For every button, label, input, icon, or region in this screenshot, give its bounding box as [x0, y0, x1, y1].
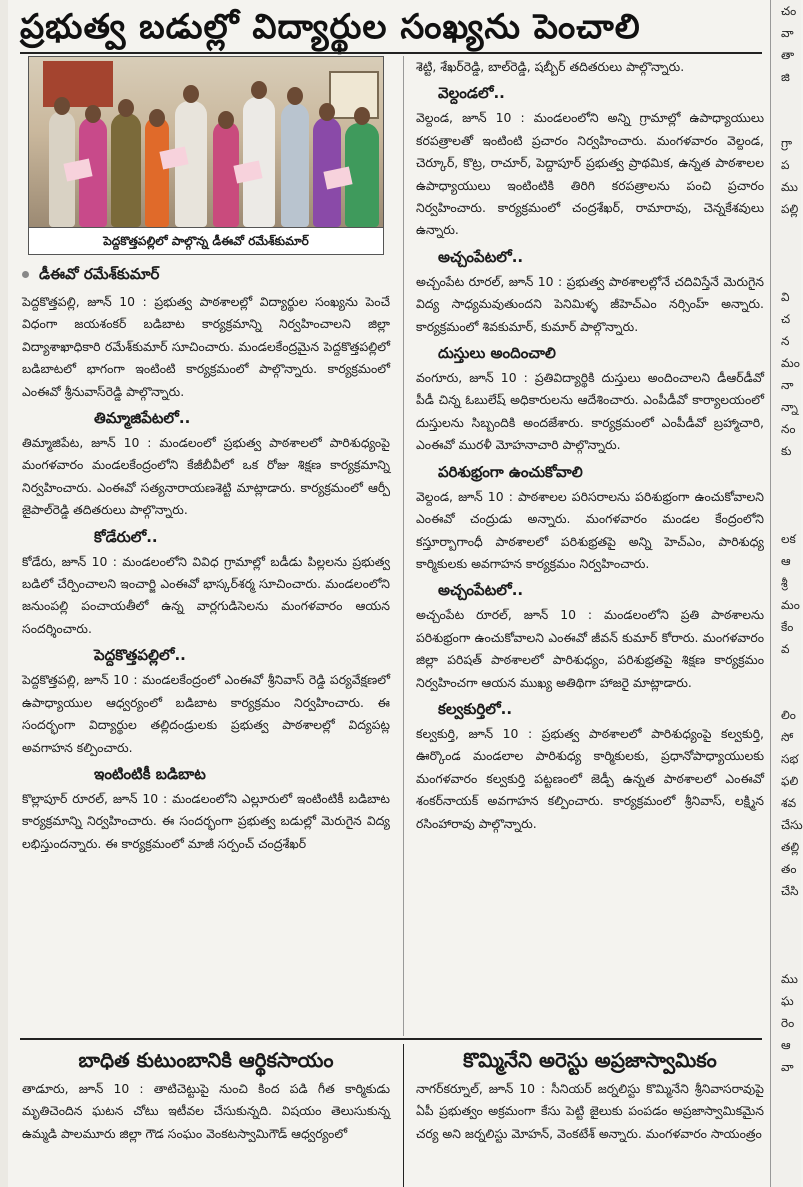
article-paragraph: వంగూరు, జూన్ 10 : ప్రతివిద్యార్థికి దుస్తులు అందించాలని డీఆర్‌డీవో పీడీ చిన్న ఓబులేష్ అధికారులను ఆదేశించారు. ఎంపీడీవో కార్యాలయంలో దుస్తులను సిబ్బందికి అందజేశారు. కార్యక్రమంలో ఎంపీడీవో బ్రహ్మాచారి, ఎంఈవో మురళీ మోహనాచారి పాల్గొన్నారు.: [416, 370, 764, 453]
section-subheading: పెద్దకొత్తపల్లిలో..: [94, 646, 186, 665]
edge-text-fragment: [781, 88, 801, 110]
adjacent-page-edge-left: [0, 0, 8, 1187]
photo-person-head: [287, 87, 303, 105]
edge-text-fragment: [781, 660, 801, 682]
edge-text-fragment: ము: [781, 180, 798, 194]
photo-person-head: [149, 109, 165, 127]
edge-text-fragment: [781, 506, 801, 528]
middle-column: [416, 56, 764, 1036]
edge-text-fragment: తా: [781, 48, 795, 62]
edge-text-fragment: తం: [781, 862, 797, 876]
edge-text-fragment: సభ: [781, 752, 799, 766]
article-paragraph: కొల్లాపూర్ రూరల్, జూన్ 10 : మండలంలోని ఎల్లూరులో ఇంటింటికీ బడిబాట కార్యక్రమాన్ని నిర్వహించారు. ఈ సందర్భంగా ప్రభుత్వ బడుల్లో మెరుగైన విద్య లభిస్తుందన్నారు. ఈ కార్యక్రమంలో మాజీ సర్పంచ్ చంద్రశేఖర్: [22, 790, 390, 851]
edge-text-fragment: ఆ: [781, 554, 791, 568]
edge-text-fragment: [781, 110, 801, 132]
section-rule: [20, 1038, 762, 1040]
edge-text-fragment: శవ: [781, 796, 797, 810]
article-byline: [22, 265, 390, 287]
edge-text-fragment: చ: [781, 312, 791, 326]
photo-person: [281, 103, 309, 227]
edge-text-fragment: చం: [781, 4, 797, 18]
section-subheading: అచ్చంపేటలో..: [438, 581, 524, 600]
photo-caption: పెద్దకొత్తపల్లిలో పాల్గొన్న డీఈవో రమేశ్‌కుమార్: [28, 228, 384, 255]
edge-text-fragment: ఆ: [781, 1038, 791, 1052]
article-paragraph: కోడేరు, జూన్ 10 : మండలంలోని వివిధ గ్రామాల్లో బడీడు పిల్లలను ప్రభుత్వ బడిలో చేర్పించాలని ఇంచార్జి ఎంఈవో భాస్కర్‌శర్మ సూచించారు. మండలంలోని జనుంపల్లి పంచాయతీలో ఉన్న వార్లగుడిసెలను మంగళవారం ఆయన సందర్శించారు.: [22, 553, 390, 636]
edge-text-fragment: [781, 220, 801, 242]
section-subheading: కోడేరులో..: [94, 527, 158, 546]
section-subheading: దుస్తులు అందించాలి: [438, 344, 556, 363]
story-headline: కొమ్మినేని అరెస్టు అప్రజాస్వామికం: [463, 1048, 717, 1072]
edge-text-fragment: వా: [781, 1060, 794, 1074]
article-paragraph: శెట్టి, శేఖర్‌రెడ్డి, బాల్‌రెడ్డి, షబ్బీర్ తదితరులు పాల్గొన్నారు.: [416, 59, 685, 74]
article-paragraph: కల్వకుర్తి, జూన్ 10 : ప్రభుత్వ పాఠశాలలో పారిశుధ్యంపై కల్వకుర్తి, ఊర్కొండ మండలాల పారిశుధ్య కార్మికులకు, ప్రధానోపాధ్యాయులకు మంగళవారం కల్వకుర్తి పట్టణంలో జెడ్పీ ఉన్నత పాఠశాలలో ఎంఈవో శంకర్‌నాయక్ అవగాహన కల్పించారు. కార్యక్రమంలో శ్రీనివాస్, లక్ష్మిన రసింహారావు పాల్గొన్నారు.: [416, 725, 764, 831]
news-photo: [28, 56, 384, 228]
article-paragraph: వెల్దండ, జూన్ 10 : పాఠశాలల పరిసరాలను పరిశుభ్రంగా ఉంచుకోవాలని ఎంఈవో చంద్రుడు అన్నారు. మంగళవారం మండల కేంద్రంలోని కస్తూర్బాగాంధీ పాఠశాలలో పరిశుభ్రతపై అన్ని హెచ్‌ఎం, పారిశుధ్య కార్మికులకు అవగాహన కార్యక్రమం నిర్వహించారు.: [416, 488, 764, 571]
article-paragraph: అచ్చంపేట రూరల్, జూన్ 10 : ప్రభుత్వ పాఠశాలల్లోనే చదివిస్తేనే మెరుగైన విద్య సాధ్యమవుతుందని పెనిమిళ్ళ జీహెచ్‌ఎం నర్సింహ్ అన్నారు. కార్యక్రమంలో శివకుమార్, కుమార్ పాల్గొన్నారు.: [416, 273, 764, 334]
edge-text-fragment: [781, 462, 801, 484]
edge-text-fragment: ము: [781, 972, 798, 986]
edge-text-fragment: ఘ: [781, 994, 794, 1008]
bottom-right-story: [416, 1044, 764, 1187]
edge-text-fragment: నా: [781, 378, 794, 392]
edge-text-fragment: పల్లి: [781, 202, 799, 216]
bottom-left-story: [22, 1044, 390, 1187]
photo-person-head: [354, 107, 370, 125]
photo-person-head: [118, 99, 134, 117]
edge-text-fragment: చేసి: [781, 884, 799, 898]
edge-text-fragment: రెం: [781, 1016, 795, 1030]
photo-person-head: [54, 97, 70, 115]
article-paragraph: అచ్చంపేట రూరల్, జూన్ 10 : మండలంలోని ప్రతి పాఠశాలను పరిశుభ్రంగా ఉంచుకోవాలని ఎంఈవో జీవన్ కుమార్ కోరారు. మంగళవారం జిల్లా పరిషత్ పాఠశాలలో పారిశుధ్యం, పరిశుభ్రతపై శిక్షణ కార్యక్రమం నిర్వహించగా ఆయన ముఖ్య అతిథిగా హాజరై మాట్లాడారు.: [416, 607, 764, 690]
edge-text-fragment: గ్రా: [781, 136, 793, 150]
edge-text-fragment: [781, 946, 801, 968]
edge-text-fragment: కు: [781, 444, 792, 458]
edge-text-fragment: లక: [781, 532, 796, 546]
edge-text-fragment: వా: [781, 26, 794, 40]
edge-text-fragment: జి: [781, 70, 790, 84]
photo-person: [111, 113, 141, 227]
edge-text-fragment: నం: [781, 422, 796, 436]
article-paragraph: నాగర్‌కర్నూల్, జూన్ 10 : సీనియర్ జర్నలిస్టు కొమ్మినేని శ్రీనివాసరావుపై ఏపీ ప్రభుత్వం అక్రమంగా కేసు పెట్టి జైలుకు పంపడం అప్రజాస్వామికమైన చర్య అని జర్నలిస్టు మోహన్, వెంకటేశ్ అన్నారు. మంగళవారం సాయంత్రం: [416, 1081, 764, 1141]
column-divider: [403, 1044, 404, 1187]
edge-text-fragment: వి: [781, 290, 790, 304]
section-subheading: అచ్చంపేటలో..: [438, 247, 524, 266]
edge-text-fragment: [781, 264, 801, 286]
article-paragraph: తిమ్మాజిపేట, జూన్ 10 : మండలంలో ప్రభుత్వ పాఠశాలలో పారిశుధ్యంపై మంగళవారం మండలకేంద్రంలోని కేజీబీవీలో ఒక రోజు శిక్షణ కార్యక్రమాన్ని నిర్వహించారు. ఎంఈవో సత్యనారాయణశెట్టి మాట్లాడారు. కార్యక్రమంలో ఆర్పీ జైపాల్‌రెడ్డి తదితరులు పాల్గొన్నారు.: [22, 435, 390, 518]
section-subheading: తిమ్మాజిపేటలో..: [94, 409, 191, 428]
photo-person-head: [251, 81, 267, 99]
edge-text-fragment: తల్లి: [781, 840, 800, 854]
photo-person-head: [218, 111, 234, 129]
article-paragraph: పెద్దకొత్తపల్లి, జూన్ 10 : మండలకేంద్రంలో ఎంఈవో శ్రీనివాస్ రెడ్డి పర్యవేక్షణలో ఉపాధ్యాయుల ఆధ్వర్యంలో బడిబాట కార్యక్రమం నిర్వహించారు. ఈ సందర్భంగా విద్యార్థుల తల్లిదండ్రులకు ప్రభుత్వ పాఠశాలల్లో విద్యపట్ల అవగాహన కల్పించారు.: [22, 672, 390, 755]
headline-rule: [20, 52, 762, 54]
left-column: [22, 56, 390, 1036]
photo-person-head: [319, 103, 335, 121]
byline-text: డీఈవో రమేశ్‌కుమార్: [39, 265, 160, 283]
edge-text-fragment: మం: [781, 598, 800, 612]
column-divider: [403, 56, 404, 1036]
edge-text-fragment: మం: [781, 356, 800, 370]
bullet-icon: [22, 271, 29, 278]
story-headline: బాధిత కుటుంబానికి ఆర్థికసాయం: [78, 1048, 334, 1072]
edge-text-fragment: [781, 242, 801, 264]
edge-text-fragment: వ: [781, 642, 790, 656]
section-subheading: పరిశుభ్రంగా ఉంచుకోవాలి: [438, 462, 583, 481]
edge-text-fragment: ఫలి: [781, 774, 799, 788]
photo-person: [145, 117, 169, 227]
edge-text-fragment: చేసు: [781, 818, 803, 832]
edge-text-fragment: [781, 924, 801, 946]
page-headline: ప్రభుత్వ బడుల్లో విద్యార్థుల సంఖ్యను పెంచాలి: [20, 7, 641, 47]
photo-banner: [43, 61, 113, 107]
section-subheading: వెల్దండలో..: [438, 84, 505, 103]
article-paragraph: పెద్దకొత్తపల్లి, జూన్ 10 : ప్రభుత్వ పాఠశాలల్లో విద్యార్థుల సంఖ్యను పెంచే విధంగా జయశంకర్ బడిబాట కార్యక్రమాన్ని నిర్వహించాలని జిల్లా విద్యాశాఖాధికారి రమేశ్‌కుమార్ సూచించారు. మండలకేంద్రమైన పెద్దకొత్తపల్లిలో బడిబాటలో భాగంగా ఇంటింటి కార్యక్రమంలో పాల్గొన్నారు. కార్యక్రమంలో ఎంఈవో శ్రీనువాస్‌రెడ్డి పాల్గొన్నారు.: [22, 294, 390, 399]
photo-person-head: [85, 105, 101, 123]
edge-text-fragment: [781, 484, 801, 506]
article-paragraph: తాడూరు, జూన్ 10 : తాటిచెట్టుపై నుంచి కింద పడి గీత కార్మికుడు మృతిచెందిన ఘటన చోటు ఇటీవల చేసుకున్నది. విషయం తెలుసుకున్న ఉమ్మడి పాలమూరు జిల్లా గౌడ సంఘం వెంకటస్వామిగౌడ్ ఆధ్వర్యంలో: [22, 1081, 390, 1141]
edge-text-fragment: న్నా: [781, 400, 798, 414]
photo-person-head: [183, 85, 199, 103]
section-subheading: కల్వకుర్తిలో..: [438, 699, 513, 718]
edge-text-fragment: కేం: [781, 620, 794, 634]
edge-text-fragment: [781, 902, 801, 924]
edge-text-fragment: శ్రీ: [781, 576, 788, 590]
adjacent-page-edge-right: [770, 0, 801, 1187]
edge-text-fragment: [781, 682, 801, 704]
section-subheading: ఇంటింటికీ బడిబాట: [94, 764, 206, 783]
edge-text-fragment: సో: [781, 730, 794, 744]
edge-text-fragment: ప: [781, 158, 790, 172]
article-paragraph: వెల్దండ, జూన్ 10 : మండలంలోని అన్ని గ్రామాల్లో ఉపాధ్యాయులు కరపత్రాలతో ఇంటింటి ప్రచారం నిర్వహించారు. మంగళవారం వెల్దండ, చెర్కూర్, కొట్ర, రాచూర్, పెద్దాపూర్ ప్రభుత్వ ప్రాథమిక, ఉన్నత పాఠశాలల ఉపాధ్యాయులు ఇంటింటికి తిరిగి కరపత్రాలను పంచి ప్రచారం నిర్వహించారు. కార్యక్రమంలో చంద్రశేఖర్, రామారావు, చెన్నకేశవులు ఉన్నారు.: [416, 110, 764, 238]
edge-text-fragment: న: [781, 334, 790, 348]
edge-text-fragment: లిం: [781, 708, 796, 722]
